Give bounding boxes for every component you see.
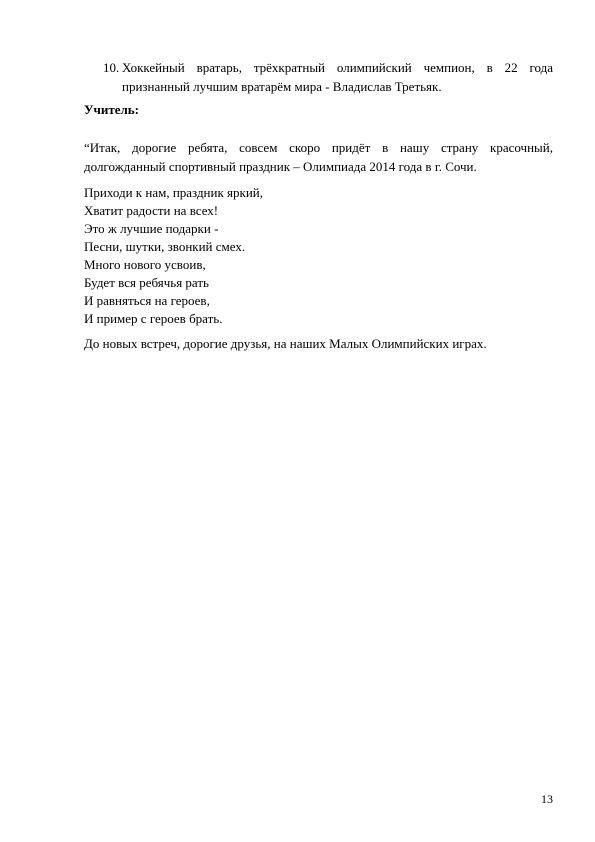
teacher-heading: Учитель: — [84, 102, 140, 117]
poem-line: Будет вся ребячья рать — [84, 275, 209, 290]
poem-line: Много нового усвоив, — [84, 257, 206, 272]
page-number: 13 — [541, 792, 553, 806]
poem-line: Приходи к нам, праздник яркий, — [84, 185, 263, 200]
speech-line-1: “Итак, дорогие ребята, совсем скоро придёт в нашу страну красочный, — [84, 140, 553, 155]
poem-line: Хватит радости на всех! — [84, 203, 219, 218]
poem-line: И пример с героев брать. — [84, 311, 223, 326]
teacher-speech-paragraph — [84, 138, 553, 176]
poem-line: Песни, шутки, звонкий смех. — [84, 239, 246, 254]
speech-line-2: долгожданный спортивный праздник – Олимпиада 2014 года в г. Сочи. — [84, 159, 477, 174]
poem-line: И равняться на героев, — [84, 293, 210, 308]
list-number: 10. — [103, 60, 120, 75]
list-item-text-line-2: признанный лучшим вратарём мира - Владислав Третьяк. — [122, 79, 442, 94]
poem — [84, 184, 263, 328]
closing-sentence: До новых встреч, дорогие друзья, на наших Малых Олимпийских играх. — [84, 336, 487, 351]
poem-line: Это ж лучшие подарки - — [84, 221, 219, 236]
list-item-text-line-1: Хоккейный вратарь, трёхкратный олимпийский чемпион, в 22 года — [122, 60, 553, 75]
